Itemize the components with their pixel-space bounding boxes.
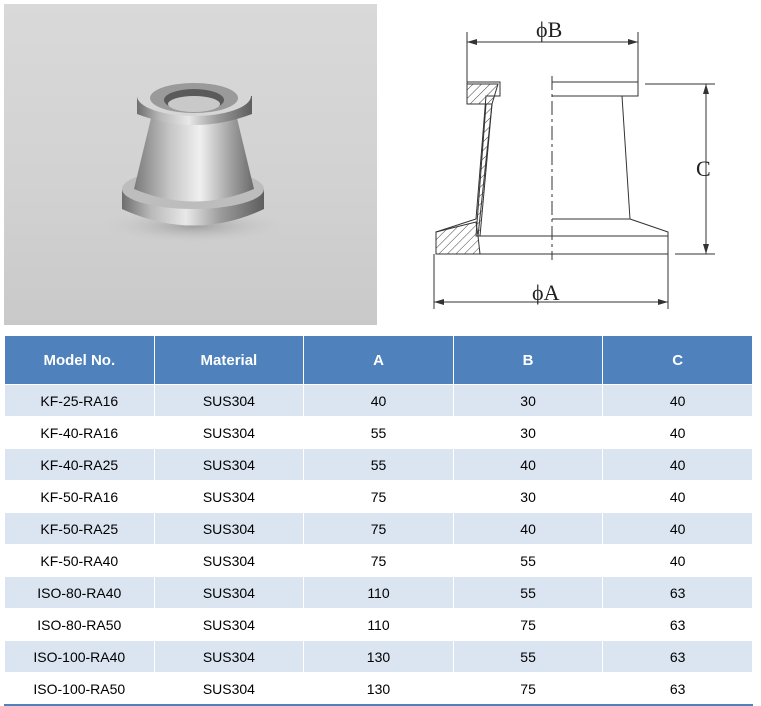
cell-a: 55 bbox=[304, 417, 454, 449]
cell-material: SUS304 bbox=[154, 481, 304, 513]
cell-a: 75 bbox=[304, 481, 454, 513]
header-c: C bbox=[603, 336, 753, 385]
table-header-row bbox=[5, 336, 753, 385]
cell-c: 63 bbox=[603, 609, 753, 641]
cell-b: 30 bbox=[453, 481, 603, 513]
cell-c: 63 bbox=[603, 577, 753, 609]
dimension-b-label: ϕB bbox=[536, 17, 563, 42]
cell-c: 40 bbox=[603, 545, 753, 577]
table-row bbox=[5, 513, 753, 545]
header-model-no: Model No. bbox=[5, 336, 155, 385]
cell-material: SUS304 bbox=[154, 417, 304, 449]
cell-material: SUS304 bbox=[154, 609, 304, 641]
cell-c: 63 bbox=[603, 641, 753, 673]
cell-b: 30 bbox=[453, 417, 603, 449]
cell-b: 75 bbox=[453, 673, 603, 706]
dimension-a-label: ϕA bbox=[532, 280, 560, 305]
cell-c: 40 bbox=[603, 385, 753, 417]
spec-table bbox=[4, 335, 753, 706]
table-row bbox=[5, 449, 753, 481]
cell-material: SUS304 bbox=[154, 673, 304, 706]
table-row bbox=[5, 641, 753, 673]
cell-c: 40 bbox=[603, 481, 753, 513]
cell-b: 40 bbox=[453, 449, 603, 481]
cell-a: 75 bbox=[304, 513, 454, 545]
table-row bbox=[5, 545, 753, 577]
header-b: B bbox=[453, 336, 603, 385]
cell-material: SUS304 bbox=[154, 449, 304, 481]
cell-model: KF-25-RA16 bbox=[5, 385, 155, 417]
cell-material: SUS304 bbox=[154, 385, 304, 417]
cell-c: 40 bbox=[603, 417, 753, 449]
cell-material: SUS304 bbox=[154, 641, 304, 673]
cell-c: 40 bbox=[603, 513, 753, 545]
table-row bbox=[5, 673, 753, 706]
cell-a: 130 bbox=[304, 641, 454, 673]
table-row bbox=[5, 417, 753, 449]
cell-model: KF-40-RA16 bbox=[5, 417, 155, 449]
cell-a: 55 bbox=[304, 449, 454, 481]
cell-a: 40 bbox=[304, 385, 454, 417]
header-a: A bbox=[304, 336, 454, 385]
cell-model: ISO-80-RA50 bbox=[5, 609, 155, 641]
cell-b: 75 bbox=[453, 609, 603, 641]
cell-material: SUS304 bbox=[154, 513, 304, 545]
reducer-fitting-image bbox=[4, 4, 377, 325]
product-photo bbox=[4, 4, 377, 325]
cell-model: ISO-80-RA40 bbox=[5, 577, 155, 609]
cross-section-diagram bbox=[400, 4, 761, 325]
cell-b: 40 bbox=[453, 513, 603, 545]
cell-material: SUS304 bbox=[154, 545, 304, 577]
table-row bbox=[5, 609, 753, 641]
cell-c: 40 bbox=[603, 449, 753, 481]
cell-a: 110 bbox=[304, 577, 454, 609]
table-row bbox=[5, 577, 753, 609]
cell-c: 63 bbox=[603, 673, 753, 706]
cell-a: 110 bbox=[304, 609, 454, 641]
table-row bbox=[5, 481, 753, 513]
cell-material: SUS304 bbox=[154, 577, 304, 609]
cell-a: 75 bbox=[304, 545, 454, 577]
cell-model: KF-50-RA25 bbox=[5, 513, 155, 545]
header-material: Material bbox=[154, 336, 304, 385]
cell-b: 55 bbox=[453, 545, 603, 577]
cell-b: 55 bbox=[453, 577, 603, 609]
cell-b: 30 bbox=[453, 385, 603, 417]
dimension-drawing bbox=[400, 4, 761, 325]
cell-a: 130 bbox=[304, 673, 454, 706]
cell-model: ISO-100-RA40 bbox=[5, 641, 155, 673]
dimension-c-label: C bbox=[696, 156, 711, 181]
cell-model: KF-50-RA16 bbox=[5, 481, 155, 513]
cell-model: KF-40-RA25 bbox=[5, 449, 155, 481]
cell-b: 55 bbox=[453, 641, 603, 673]
cell-model: KF-50-RA40 bbox=[5, 545, 155, 577]
cell-model: ISO-100-RA50 bbox=[5, 673, 155, 706]
table-row bbox=[5, 385, 753, 417]
